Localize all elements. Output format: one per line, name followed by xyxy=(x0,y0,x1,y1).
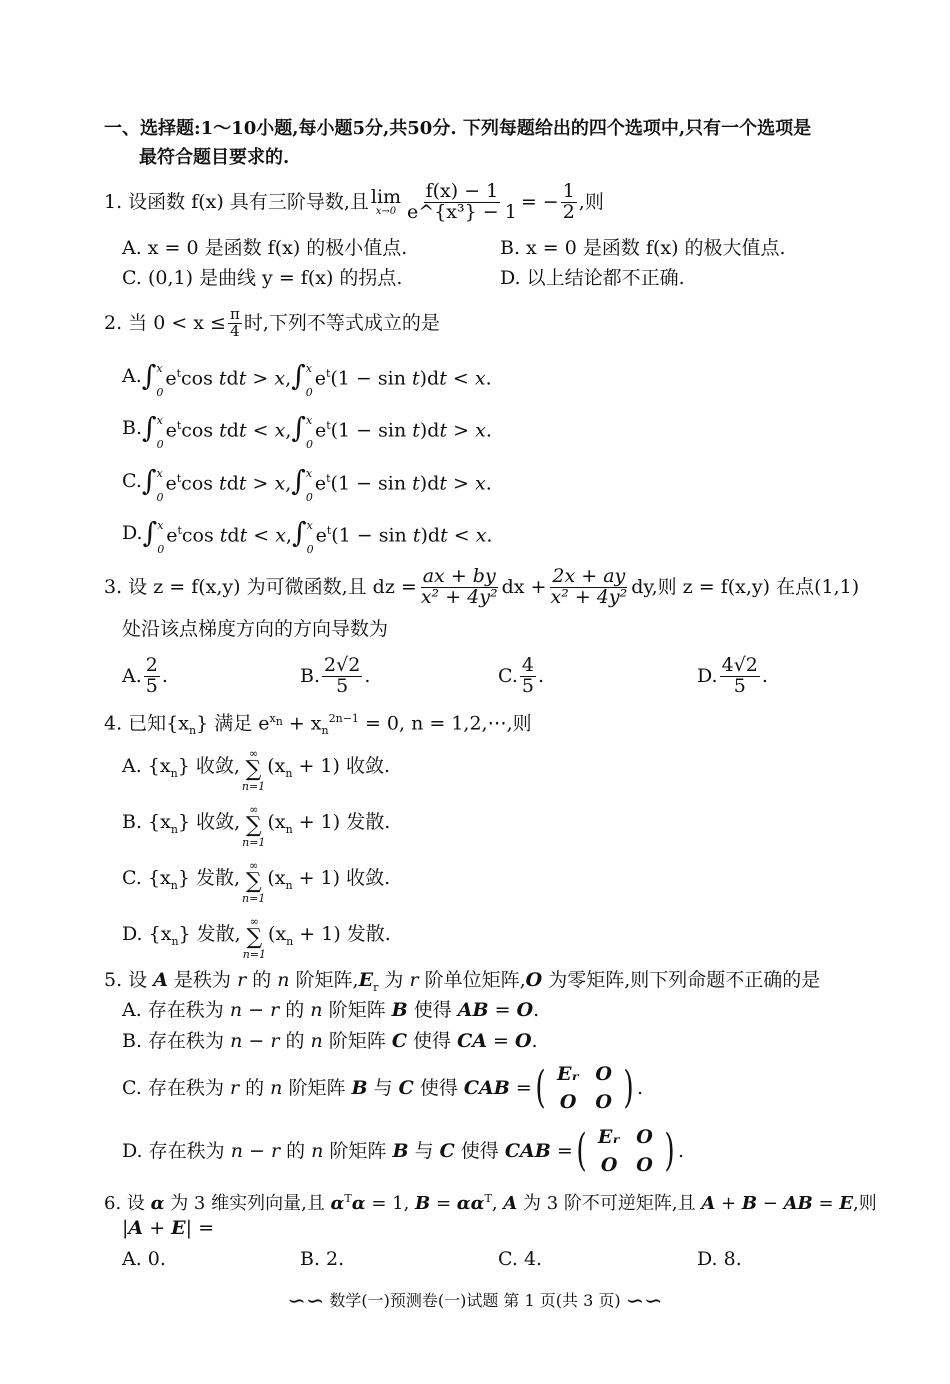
integral-sign: ∫ x 0 xyxy=(142,516,165,556)
q3-stem-cont: 处沿该点梯度方向的方向导数为 xyxy=(122,618,389,640)
q3-fraction-2: $\frac{2x + ay}{\text{x² + 4y²}}$ xyxy=(550,564,628,608)
q1-option-d: D. 以上结论都不正确. xyxy=(500,267,685,289)
q6-option-d: D. 8. xyxy=(697,1248,742,1270)
q6-option-a: A. 0. xyxy=(122,1248,166,1270)
integral-sign: ∫ x 0 xyxy=(291,516,314,556)
block-matrix: ( Eᵣ O O O ) xyxy=(535,1062,634,1113)
sum-sign: ∞ ∑ n=1 xyxy=(242,803,266,849)
squiggle-left-icon: ∽∽ xyxy=(287,1289,325,1314)
q1-stem: 1. 设函数 f(x) 具有三阶导数,且 lim x→0 $\frac{f(x) - 1}{\text{e\textasciicircum{}\{x³\} − 1}}$ = − $\frac{1}{2}$ ,则 xyxy=(104,179,604,223)
q6-stem: 6. 设 α 为 3 维实列向量,且 $\alpha^T\alpha = 1$, $B = \alpha\alpha^T$, A 为 3 阶不可逆矩阵,且 A + B − AB = E,则 xyxy=(104,1192,877,1214)
q3-fraction-1: $\frac{ax + by}{\text{x² + 4y²}}$ xyxy=(420,564,498,608)
q2-pi-fraction: $\frac{\pi}{4}$ xyxy=(229,304,240,340)
integral-sign: ∫ x 0 xyxy=(291,464,313,504)
integral-sign: ∫ x 0 xyxy=(291,411,313,451)
q5-stem: 5. 设 A 是秩为 r 的 n 阶矩阵$,E_r$ 为 r 阶单位矩阵,O 为零矩阵,则下列命题不正确的是 xyxy=(104,969,821,994)
integral-sign: ∫ x 0 xyxy=(141,359,164,399)
sum-sign: ∞ ∑ n=1 xyxy=(242,859,266,905)
q5-option-a: A. 存在秩为 n − r 的 n 阶矩阵 B 使得 AB = O. xyxy=(122,999,540,1021)
q4-option-c: C. $\{x_n\}$ 发散, ∞ ∑ n=1 $(x_n + 1)$ 收敛. xyxy=(122,859,391,905)
integral-sign: ∫ x 0 xyxy=(141,464,164,504)
q4-option-a: A. $\{x_n\}$ 收敛, ∞ ∑ n=1 $(x_n + 1)$ 收敛. xyxy=(122,747,391,793)
q3-option-b: B. $\frac{2√2}{5}$ . xyxy=(300,653,371,697)
q5-option-b: B. 存在秩为 n − r 的 n 阶矩阵 C 使得 CA = O. xyxy=(122,1030,538,1052)
q4-option-d: D. $\{x_n\}$ 发散, ∞ ∑ n=1 $(x_n + 1)$ 发散. xyxy=(122,915,391,961)
q3-option-a: A. $\frac{2}{5}$ . xyxy=(122,653,168,697)
q1-option-c: C. (0,1) 是曲线 y = f(x) 的拐点. xyxy=(122,267,403,289)
q4-option-b: B. $\{x_n\}$ 收敛, ∞ ∑ n=1 $(x_n + 1)$ 发散. xyxy=(122,803,391,849)
q6-option-c: C. 4. xyxy=(498,1248,543,1270)
q1-option-a: A. x = 0 是函数 f(x) 的极小值点. xyxy=(122,237,408,259)
q1-fraction: $\frac{f(x) - 1}{\text{e\textasciicircum{}\{x³\} − 1}}$ xyxy=(407,179,517,223)
block-matrix: ( Eᵣ O O O ) xyxy=(576,1125,675,1176)
integral-sign: ∫ x 0 xyxy=(142,411,164,451)
q2-stem: 2. 当 0 < x ≤ $\frac{\pi}{4}$ 时,下列不等式成立的是 xyxy=(104,304,440,340)
page-footer xyxy=(0,1288,950,1314)
sum-sign: ∞ ∑ n=1 xyxy=(241,747,266,793)
integral-sign: ∫ x 0 xyxy=(291,359,313,399)
section-heading: 一、选择题:1～10小题,每小题5分,共50分. 下列每题给出的四个选项中,只有一个选项是 xyxy=(104,118,812,139)
sum-sign: ∞ ∑ n=1 xyxy=(242,915,267,961)
section-heading-cont: 最符合题目要求的. xyxy=(139,147,290,168)
q6-option-b: B. 2. xyxy=(300,1248,345,1270)
q5-option-d: D. 存在秩为 n − r 的 n 阶矩阵 B 与 C 使得 CAB = ( Eᵣ O O O ) . xyxy=(122,1121,684,1181)
q2-option-c: C. ∫ x 0 $e^t\cos$ tdt > x, ∫ x 0 $e^t(1 - \sin t)dt > x$. xyxy=(122,464,492,504)
q2-option-b: B. ∫ x 0 $e^t\cos$ tdt < x, ∫ x 0 $e^t(1 - \sin t)dt > x$. xyxy=(122,411,492,451)
q3-option-c: C. $\frac{4}{5}$ . xyxy=(498,653,545,697)
q3-option-d: D. $\frac{4√2}{5}$ . xyxy=(697,653,768,697)
q1-option-b: B. x = 0 是函数 f(x) 的极大值点. xyxy=(500,237,786,259)
q3-stem: 3. 设 z = f(x,y) 为可微函数,且 dz = $\frac{ax + by}{\text{x² + 4y²}}$ dx + $\frac{2x + ay}{\text{x² + 4y²}}$ dy,则 z = f(x,y) 在点(1,1) xyxy=(104,564,860,608)
q1-rhs-fraction: $\frac{1}{2}$ xyxy=(562,179,575,223)
q6-stem-cont: |A + E| = xyxy=(122,1217,215,1239)
footer-text: 数学(一)预测卷(一)试题 第 1 页(共 3 页) xyxy=(329,1291,621,1310)
q1-limit: lim x→0 xyxy=(370,185,402,217)
q4-stem: 4. 已知$\{x_n\}$ 满足 $e^{x_n} + x_n^{2n-1} = 0$, n = 1,2,⋯,则 xyxy=(104,712,532,738)
q2-option-d: D. ∫ x 0 $e^t\cos$ tdt < x, ∫ x 0 $e^t(1 - \sin t)dt < x$. xyxy=(122,516,493,556)
q2-option-a: A. ∫ x 0 $e^t\cos$ tdt > x, ∫ x 0 $e^t(1 - \sin t)dt < x$. xyxy=(122,359,492,399)
q5-option-c: C. 存在秩为 r 的 n 阶矩阵 B 与 C 使得 CAB = ( Eᵣ O O O ) . xyxy=(122,1058,643,1118)
squiggle-right-icon: ∽∽ xyxy=(625,1289,663,1314)
